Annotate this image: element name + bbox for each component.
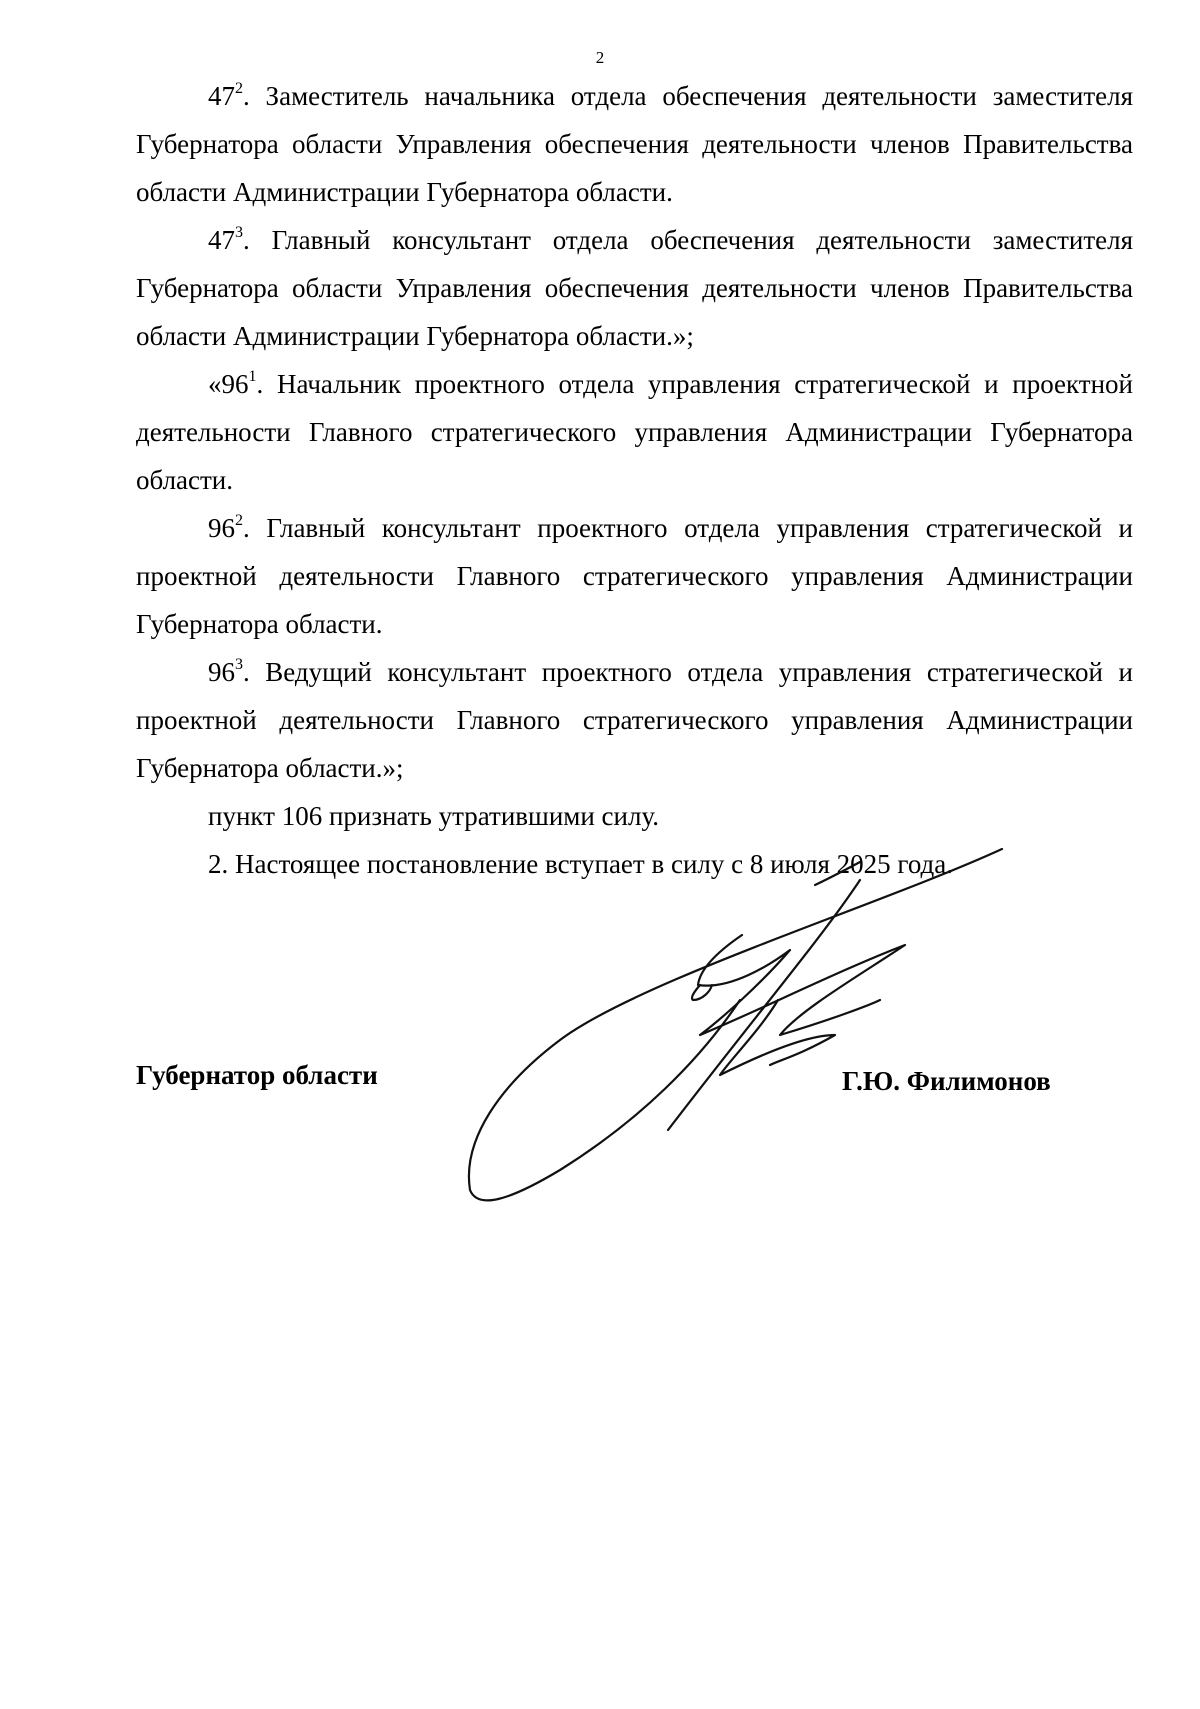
item-number: «96 [208, 369, 249, 399]
item-number: 96 [208, 657, 235, 687]
item-superscript: 2 [235, 80, 243, 97]
item-text: . Главный консультант проектного отдела управления стратегической и проектной деятельности Главного стратегического управления Администрации Губернатора области. [136, 513, 1133, 639]
paragraph-47-2 [136, 72, 1133, 216]
clause-2-effective-date: 2. Настоящее постановление вступает в силу с 8 июля 2025 года. [208, 849, 954, 879]
page-number: 2 [595, 48, 605, 67]
paragraph-96-1 [136, 360, 1133, 504]
item-number: 47 [208, 81, 235, 111]
item-text: . Начальник проектного отдела управления стратегической и проектной деятельности Главного стратегического управления Администрации Губернатора области. [136, 369, 1133, 495]
document-body [136, 72, 1133, 888]
item-superscript: 3 [235, 656, 243, 673]
paragraph-96-2 [136, 504, 1133, 648]
item-text: . Заместитель начальника отдела обеспечения деятельности заместителя Губернатора области Управления обеспечения деятельности членов Правительства области Администрации Губернатора области. [136, 81, 1133, 207]
item-superscript: 1 [248, 368, 257, 385]
paragraph-47-3 [136, 216, 1133, 360]
item-number: 47 [208, 225, 235, 255]
item-superscript: 2 [235, 512, 243, 529]
paragraph-96-3 [136, 648, 1133, 792]
item-superscript: 3 [235, 224, 243, 241]
signatory-name: Г.Ю. Филимонов [842, 1066, 1051, 1096]
item-number: 96 [208, 513, 235, 543]
clause-106: пункт 106 признать утратившими силу. [208, 801, 660, 831]
signatory-title: Губернатор области [136, 1060, 378, 1090]
item-text: . Ведущий консультант проектного отдела управления стратегической и проектной деятельности Главного стратегического управления Администрации Губернатора области.»; [136, 657, 1133, 783]
item-text: . Главный консультант отдела обеспечения деятельности заместителя Губернатора области Управления обеспечения деятельности членов Правительства области Администрации Губернатора области.»; [136, 225, 1133, 351]
